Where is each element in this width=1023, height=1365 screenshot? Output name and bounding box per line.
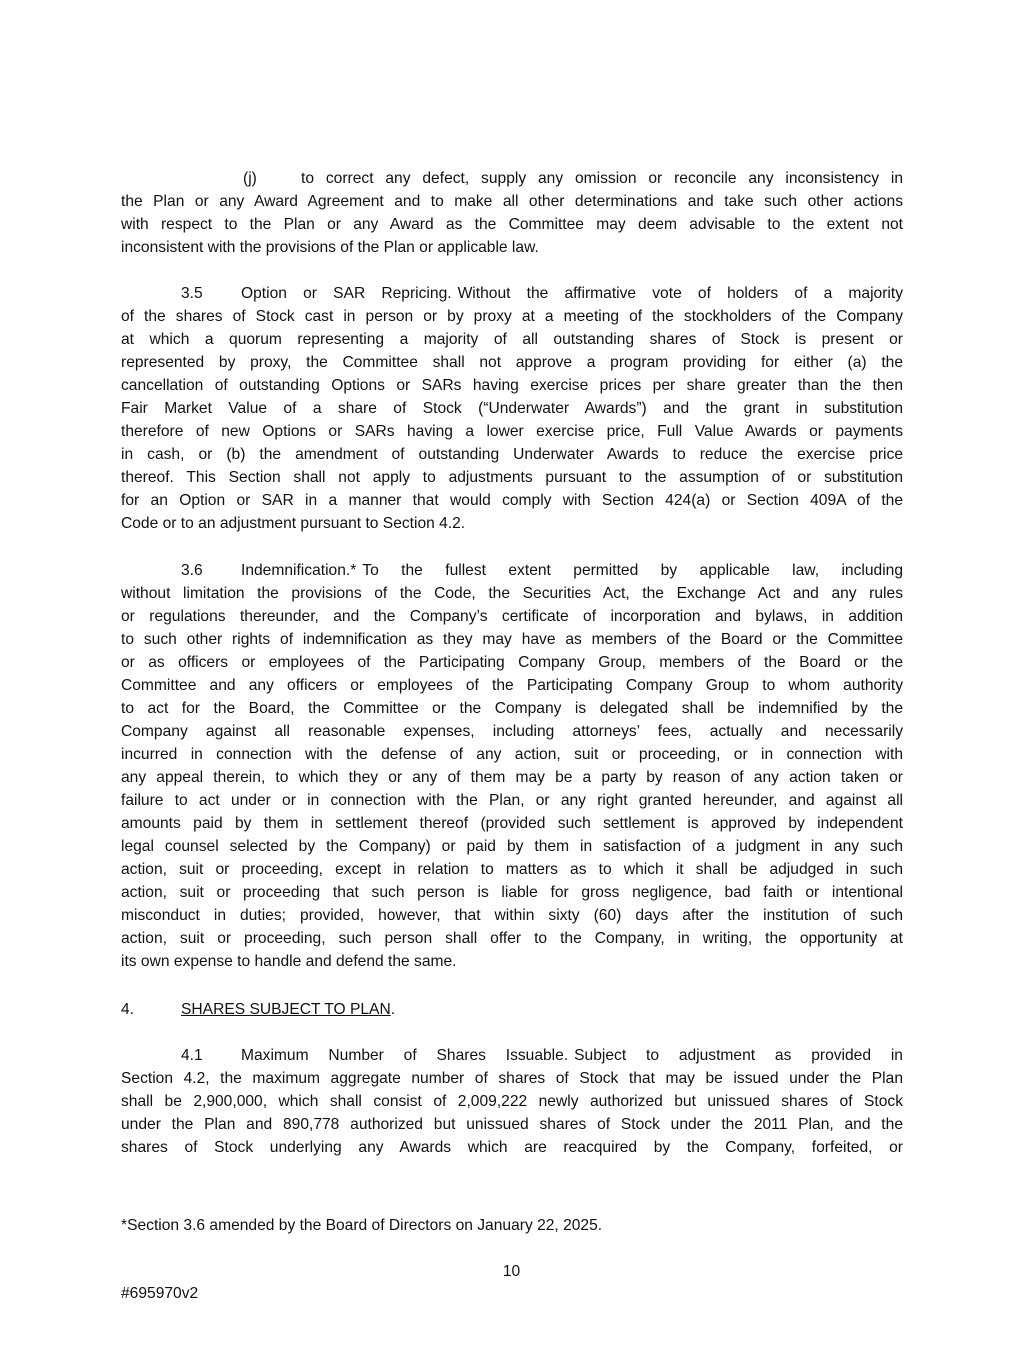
- text-line: legal counsel selected by the Company) or paid by them in satisfaction of a judgment in any such: [121, 838, 903, 855]
- sec-3-6-section: [121, 559, 903, 973]
- text-line: or as officers or employees of the Participating Company Group, members of the Board or the: [121, 654, 903, 671]
- text-line: action, suit or proceeding, except in relation to matters as to which it shall be adjudged in such: [121, 861, 903, 878]
- line-text: Without the affirmative vote of holders of a majority: [457, 285, 903, 302]
- text-line: for an Option or SAR in a manner that would comply with Section 424(a) or Section 409A of the: [121, 492, 903, 509]
- heading-number: 4.: [121, 1001, 135, 1018]
- text-line: action, suit or proceeding, such person shall offer to the Company, in writing, the opportunity at: [121, 930, 903, 947]
- text-line: thereof. This Section shall not apply to adjustments pursuant to the assumption of or substitution: [121, 469, 903, 486]
- sec-3-5-section: [121, 282, 903, 535]
- text-line: at which a quorum representing a majority of all outstanding shares of Stock is present or: [121, 331, 903, 348]
- section-number: 3.6: [181, 562, 203, 579]
- footnote: *Section 3.6 amended by the Board of Directors on January 22, 2025.: [121, 1217, 603, 1234]
- section-title: Indemnification.*: [241, 562, 357, 579]
- text-line: Code or to an adjustment pursuant to Section 4.2.: [121, 515, 466, 532]
- first-line: [121, 1044, 903, 1067]
- text-line: amounts paid by them in settlement thereof (provided such settlement is approved by independent: [121, 815, 903, 832]
- line-text: Subject to adjustment as provided in: [574, 1047, 903, 1064]
- text-line: inconsistent with the provisions of the Plan or applicable law.: [121, 239, 539, 256]
- text-line: cancellation of outstanding Options or SARs having exercise prices per share greater than the then: [121, 377, 903, 394]
- section-number: 4.1: [181, 1047, 203, 1064]
- text-line: under the Plan and 890,778 authorized but unissued shares of Stock under the 2011 Plan, and the: [121, 1116, 903, 1133]
- first-line-text: [241, 559, 903, 582]
- item-label: (j): [243, 170, 257, 187]
- text-line: to act for the Board, the Committee or the Company is delegated shall be indemnified by the: [121, 700, 903, 717]
- first-line: [121, 167, 903, 190]
- text-line: therefore of new Options or SARs having a lower exercise price, Full Value Awards or payments: [121, 423, 903, 440]
- text-line: Company against all reasonable expenses, including attorneys’ fees, actually and necessarily: [121, 723, 903, 740]
- text-line: with respect to the Plan or any Award as the Committee may deem advisable to the extent not: [121, 216, 903, 233]
- para-j-section: [121, 167, 903, 259]
- text-line: its own expense to handle and defend the same.: [121, 953, 457, 970]
- first-line: [121, 282, 903, 305]
- text-line: Section 4.2, the maximum aggregate number of shares of Stock that may be issued under the Plan: [121, 1070, 903, 1087]
- text-line: Fair Market Value of a share of Stock (“Underwater Awards”) and the grant in substitution: [121, 400, 903, 417]
- section-title: Option or SAR Repricing.: [241, 285, 452, 302]
- text-line: to such other rights of indemnification as they may have as members of the Board or the Committee: [121, 631, 903, 648]
- text-line: represented by proxy, the Committee shall not approve a program providing for either (a) the: [121, 354, 903, 371]
- text-line: action, suit or proceeding that such person is liable for gross negligence, bad faith or intentional: [121, 884, 903, 901]
- text-line: any appeal therein, to which they or any of them may be a party by reason of any action taken or: [121, 769, 903, 786]
- page-number: 10: [502, 1263, 521, 1280]
- text-line: without limitation the provisions of the Code, the Securities Act, the Exchange Act and any rules: [121, 585, 903, 602]
- text-line: of the shares of Stock cast in person or by proxy at a meeting of the stockholders of the Company: [121, 308, 903, 325]
- first-line-text: [241, 1044, 903, 1067]
- text-line: Committee and any officers or employees of the Participating Company Group to whom authority: [121, 677, 903, 694]
- text-line: failure to act under or in connection with the Plan, or any right granted hereunder, and against all: [121, 792, 903, 809]
- heading-title: SHARES SUBJECT TO PLAN: [181, 1001, 391, 1018]
- first-line: [121, 559, 903, 582]
- document-id: #695970v2: [121, 1285, 199, 1302]
- text-line: the Plan or any Award Agreement and to make all other determinations and take such other actions: [121, 193, 903, 210]
- sec-4-1-section: [121, 1044, 903, 1159]
- text-line: incurred in connection with the defense of any action, suit or proceeding, or in connection with: [121, 746, 903, 763]
- section-title: Maximum Number of Shares Issuable.: [241, 1047, 569, 1064]
- first-line-text: [241, 282, 903, 305]
- line-text: to correct any defect, supply any omission or reconcile any inconsistency in: [301, 170, 903, 187]
- text-line: in cash, or (b) the amendment of outstanding Underwater Awards to reduce the exercise price: [121, 446, 903, 463]
- section-heading: [121, 998, 395, 1021]
- text-line: shall be 2,900,000, which shall consist of 2,009,222 newly authorized but unissued shares of Stock: [121, 1093, 903, 1110]
- text-line: shares of Stock underlying any Awards which are reacquired by the Company, forfeited, or: [121, 1139, 903, 1156]
- line-text: To the fullest extent permitted by applicable law, including: [362, 562, 903, 579]
- text-line: misconduct in duties; provided, however, that within sixty (60) days after the institution of such: [121, 907, 903, 924]
- heading-suffix: .: [390, 1001, 396, 1018]
- text-line: or regulations thereunder, and the Company’s certificate of incorporation and bylaws, in addition: [121, 608, 903, 625]
- section-number: 3.5: [181, 285, 203, 302]
